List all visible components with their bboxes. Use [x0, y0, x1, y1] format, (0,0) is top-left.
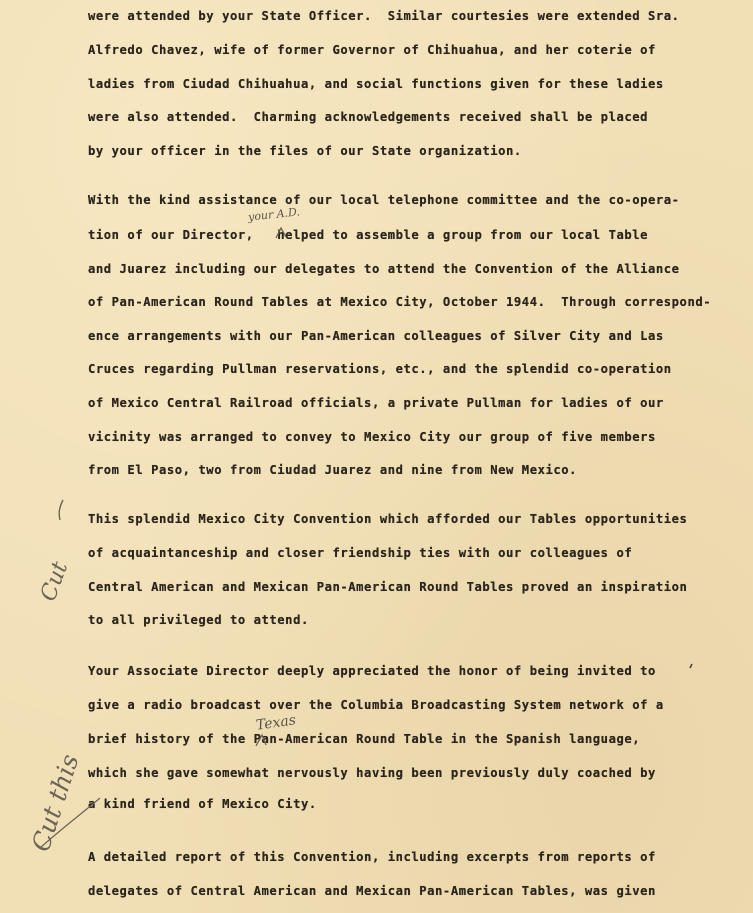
text-line: Your Associate Director deeply appreciated the honor of being invited to [88, 664, 656, 678]
text-line: ence arrangements with our Pan-American colleagues of Silver City and Las [88, 329, 664, 343]
text-line: of Pan-American Round Tables at Mexico City, October 1944. Through correspond- [88, 295, 712, 309]
handwritten-insert-texas: Texas [255, 712, 297, 734]
text-line: by your officer in the files of our State organization. [88, 144, 522, 158]
text-line: brief history of the Pan-American Round Table in the Spanish language, [88, 732, 641, 746]
margin-tick-mark [690, 664, 692, 668]
text-line: were also attended. Charming acknowledgements received shall be placed [88, 110, 649, 124]
margin-bracket-mark [59, 500, 63, 520]
text-line: give a radio broadcast over the Columbia Broadcasting System network of a [88, 698, 664, 712]
text-line: to all privileged to attend. [88, 613, 309, 627]
text-line: Cruces regarding Pullman reservations, etc., and the splendid co-operation [88, 362, 672, 376]
text-line: ladies from Ciudad Chihuahua, and social functions given for these ladies [88, 77, 664, 91]
text-line: vicinity was arranged to convey to Mexico City our group of five members [88, 430, 656, 444]
text-line: of Mexico Central Railroad officials, a private Pullman for ladies of our [88, 396, 664, 410]
text-line: A detailed report of this Convention, including excerpts from reports of [88, 850, 656, 864]
handwritten-insert-director: your A.D. [247, 205, 301, 224]
text-line: tion of our Director, helped to assemble a group from our local Table [88, 228, 649, 242]
text-line: This splendid Mexico City Convention which afforded our Tables opportunities [88, 512, 688, 526]
text-line: Alfredo Chavez, wife of former Governor of Chihuahua, and her coterie of [88, 43, 656, 57]
text-line: which she gave somewhat nervously having been previously duly coached by [88, 766, 656, 780]
margin-note-cut: Cut [36, 558, 74, 605]
text-line: Central American and Mexican Pan-American Round Tables proved an inspiration [88, 580, 688, 594]
text-line: a kind friend of Mexico City. [88, 797, 317, 811]
margin-note-cut-this: Cut this [26, 750, 85, 855]
text-line: were attended by your State Officer. Similar courtesies were extended Sra. [88, 9, 680, 23]
text-line: of acquaintanceship and closer friendship ties with our colleagues of [88, 546, 633, 560]
text-line: delegates of Central American and Mexican Pan-American Tables, was given [88, 884, 656, 898]
text-line: and Juarez including our delegates to attend the Convention of the Alliance [88, 262, 680, 276]
text-line: With the kind assistance of our local telephone committee and the co-opera- [88, 193, 680, 207]
text-line: from El Paso, two from Ciudad Juarez and nine from New Mexico. [88, 463, 578, 477]
